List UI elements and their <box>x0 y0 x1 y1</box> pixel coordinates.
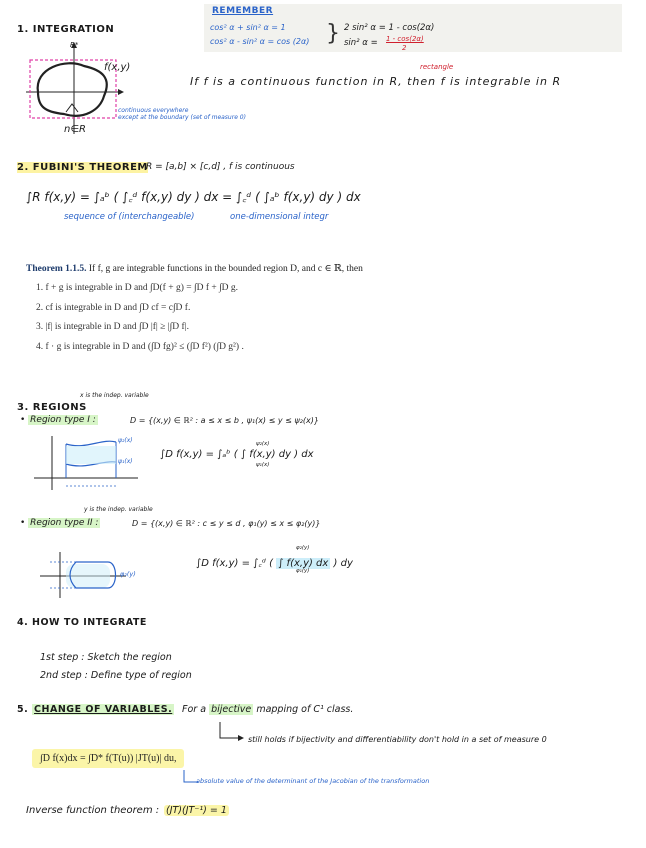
theorem-item-4: 4. f · g is integrable in D and (∫D fg)² ≤ (∫D f²) (∫D g²) . <box>36 342 244 352</box>
label-r-star: R* <box>70 41 79 49</box>
absolute-value-note: absolute value of the determinant of the Jacobian of the transformation <box>196 777 430 785</box>
label-fxy: f(x,y) <box>104 62 131 73</box>
integrability-statement: If f is a continuous function in R, then f is integrable in R <box>190 75 562 88</box>
theorem-intro: If f, g are integrable functions in the bounded region D, and c ∈ ℝ, then <box>88 264 363 274</box>
step2: 2nd step : Define type of region <box>40 670 192 681</box>
remember-line4-den: 2 <box>402 44 407 52</box>
annot-continuous: continuous everywhere <box>118 107 189 114</box>
type2-formula-left: ∫D f(x,y) = ∫꜀ᵈ ( <box>196 558 273 569</box>
label-n-in-r: n∈R <box>64 124 86 135</box>
type2-lim-bot: φ₁(y) <box>296 568 310 574</box>
annot-boundary: except at the boundary (set of measure 0) <box>118 114 246 121</box>
note-y-indep: y is the indep. variable <box>84 506 153 513</box>
theorem-item-3: 3. |f| is integrable in D and ∫D |f| ≥ |∫D f|. <box>36 322 189 332</box>
type1-lim-bot: ψ₁(x) <box>256 462 270 468</box>
type1-definition: D = {(x,y) ∈ ℝ² : a ≤ x ≤ b , ψ₁(x) ≤ y ≤ ψ₂(x)} <box>130 416 319 425</box>
remember-line2: cos² α - sin² α = cos (2α) <box>210 37 310 46</box>
remember-line1: cos² α + sin² α = 1 <box>210 23 286 32</box>
type1-lim-top: ψ₂(x) <box>256 441 270 447</box>
step1: 1st step : Sketch the region <box>40 652 172 663</box>
fubini-condition: R = [a,b] × [c,d] , f is continuous <box>146 162 295 172</box>
remember-title: REMEMBER <box>212 6 274 16</box>
section5-heading-wrap <box>17 704 174 715</box>
section5-heading: CHANGE OF VARIABLES. <box>34 704 173 715</box>
graph1-bot-label: ψ₁(x) <box>118 458 133 465</box>
note-x-indep: x is the indep. variable <box>80 392 149 399</box>
remember-line4: sin² α = <box>344 38 378 48</box>
fubini-note-onedim: one-dimensional integr <box>230 212 329 222</box>
theorem-item-1: 1. f + g is integrable in D and ∫D(f + g) = ∫D f + ∫D g. <box>36 283 239 293</box>
graph2-label: φ₂(y) <box>120 570 136 578</box>
section4-heading: 4. HOW TO INTEGRATE <box>17 617 147 628</box>
rectangle-note: rectangle <box>420 63 454 71</box>
type1-formula: ∫D f(x,y) = ∫ₐᵇ ( ∫ f(x,y) dy ) dx <box>160 449 314 460</box>
inverse-function-formula: (JT)(JT⁻¹) = 1 <box>166 805 227 816</box>
section5-intro <box>182 704 353 715</box>
remember-brace: } <box>326 21 340 46</box>
type2-formula <box>196 555 353 569</box>
type2-dy: ) dy <box>333 558 353 569</box>
type2-label-wrap: • Region type II : <box>20 518 99 528</box>
arrow-still-holds <box>216 722 246 746</box>
section5-number: 5. <box>17 704 29 715</box>
section2-heading: 2. FUBINI'S THEOREM <box>17 162 148 173</box>
theorem-intro-line <box>26 263 363 274</box>
intro-bijective: bijective <box>211 704 252 715</box>
type2-region-diagram <box>36 550 156 602</box>
type1-label: Region type I : <box>30 415 96 425</box>
intro-b: mapping of C¹ class. <box>256 704 354 715</box>
type2-lim-top: φ₂(y) <box>296 545 310 551</box>
fubini-note-sequence: sequence of (interchangeable) <box>64 212 195 222</box>
fubini-formula: ∫R f(x,y) = ∫ₐᵇ ( ∫꜀ᵈ f(x,y) dy ) dx = ∫꜀ᵈ ( ∫ₐᵇ f(x,y) dy ) dx <box>26 190 361 204</box>
inverse-function-label: Inverse function theorem : <box>26 805 160 816</box>
type1-label-wrap: • Region type I : <box>20 415 96 425</box>
intro-a: For a <box>182 704 207 715</box>
type2-definition: D = {(x,y) ∈ ℝ² : c ≤ y ≤ d , φ₁(y) ≤ x ≤ φ₂(y)} <box>132 519 321 528</box>
graph1-top-label: ψ₂(x) <box>118 437 133 444</box>
section1-heading: 1. INTEGRATION <box>17 24 115 35</box>
type2-inner: ∫ f(x,y) dx <box>278 558 329 569</box>
theorem-item-2: 2. cf is integrable in D and ∫D cf = c∫D f. <box>36 303 191 313</box>
type2-label: Region type II : <box>30 518 99 528</box>
section3-heading: 3. REGIONS <box>17 402 87 413</box>
remember-line3: 2 sin² α = 1 - cos(2α) <box>344 23 435 33</box>
remember-line4-num: 1 - cos(2α) <box>386 35 424 43</box>
theorem-label: Theorem 1.1.5. <box>26 264 87 274</box>
integration-diagram <box>14 40 174 140</box>
change-of-variables-formula: ∫D f(x)dx = ∫D* f(T(u)) |JT(u)| du, <box>32 749 184 768</box>
still-holds-note: still holds if bijectivity and differentiability don't hold in a set of measure 0 <box>248 735 547 744</box>
